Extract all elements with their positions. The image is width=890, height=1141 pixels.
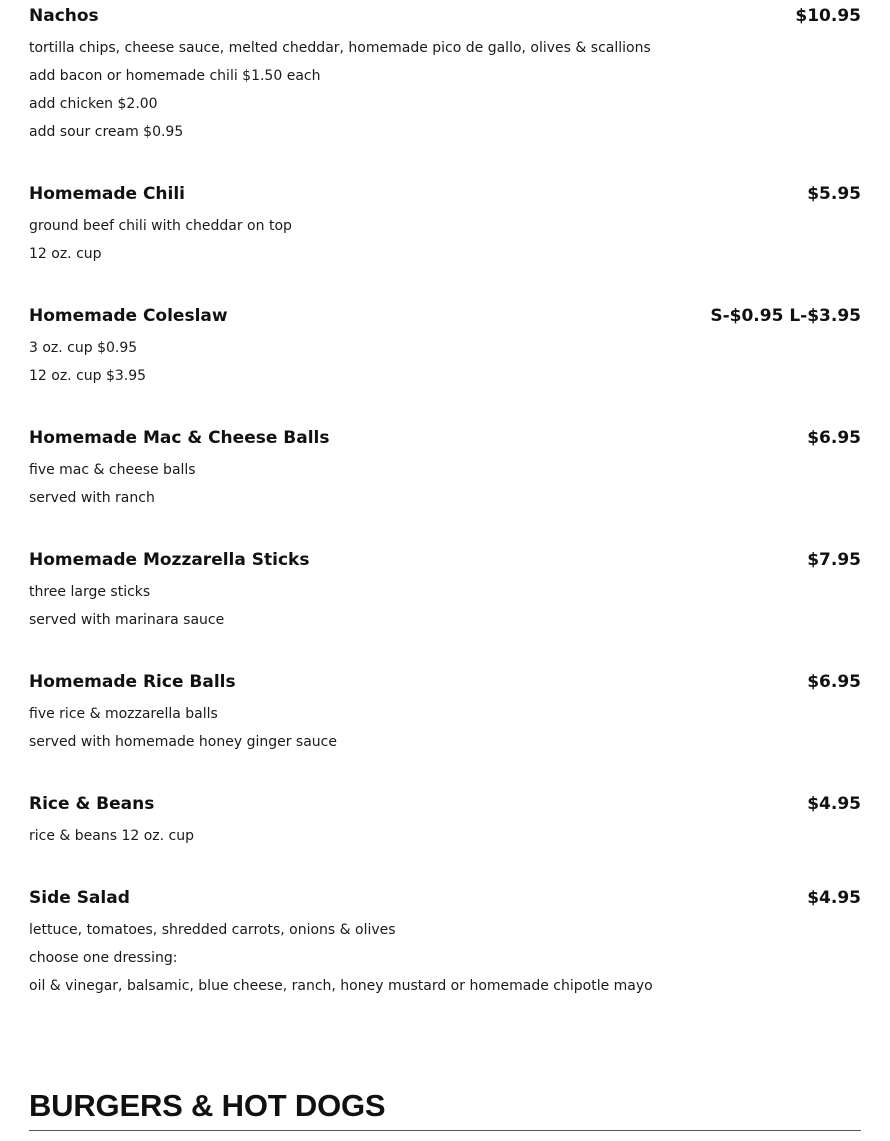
menu-item-header	[29, 182, 861, 206]
menu-item-name: Nachos	[29, 6, 99, 26]
menu-item-header	[29, 426, 861, 450]
menu-item-detail: ground beef chili with cheddar on top	[29, 218, 292, 234]
menu-item	[29, 670, 861, 792]
menu-item	[29, 792, 861, 886]
menu-item-description	[29, 916, 861, 1000]
menu-item-description	[29, 456, 861, 512]
menu-item-detail: 3 oz. cup $0.95	[29, 340, 138, 356]
menu-item-header	[29, 548, 861, 572]
menu-item-name: Rice & Beans	[29, 794, 155, 814]
menu-item-description	[29, 334, 861, 390]
menu-item-spacer	[29, 634, 861, 670]
menu-item	[29, 182, 861, 304]
menu-item-detail: rice & beans 12 oz. cup	[29, 828, 195, 844]
menu-item-name: Homemade Coleslaw	[29, 306, 228, 326]
menu-item-price: $5.95	[807, 184, 861, 204]
menu-item-header	[29, 4, 861, 28]
menu-item-description	[29, 34, 861, 146]
menu-item-detail: add chicken $2.00	[29, 96, 158, 112]
menu-item-detail: lettuce, tomatoes, shredded carrots, onions & olives	[29, 922, 396, 938]
menu-item-price: $4.95	[807, 888, 861, 908]
menu-item-name: Homemade Chili	[29, 184, 186, 204]
menu-item-name: Homemade Mozzarella Sticks	[29, 550, 310, 570]
menu-item-detail: five rice & mozzarella balls	[29, 706, 218, 722]
menu-item	[29, 426, 861, 548]
menu-item-spacer	[29, 390, 861, 426]
menu-item-description	[29, 700, 861, 756]
menu-item-header	[29, 304, 861, 328]
menu-item-detail: 12 oz. cup $3.95	[29, 368, 147, 384]
menu-item-header	[29, 886, 861, 910]
menu-item-price: $6.95	[807, 428, 861, 448]
menu-item-detail: tortilla chips, cheese sauce, melted cheddar, homemade pico de gallo, olives & scallions	[29, 40, 651, 56]
menu-item-spacer	[29, 850, 861, 886]
menu-item-price: $10.95	[795, 6, 861, 26]
menu-item-detail: served with ranch	[29, 490, 155, 506]
menu-item-detail: oil & vinegar, balsamic, blue cheese, ranch, honey mustard or homemade chipotle mayo	[29, 978, 653, 994]
menu-item-list	[29, 4, 861, 1000]
menu-item-detail: served with marinara sauce	[29, 612, 225, 628]
menu-item-price: S-$0.95 L-$3.95	[710, 306, 861, 326]
menu-item-detail: served with homemade honey ginger sauce	[29, 734, 337, 750]
menu-item-spacer	[29, 512, 861, 548]
menu-item-price: $4.95	[807, 794, 861, 814]
menu-item-detail: five mac & cheese balls	[29, 462, 196, 478]
menu-item-detail: add bacon or homemade chili $1.50 each	[29, 68, 321, 84]
menu-item-header	[29, 792, 861, 816]
menu-item-description	[29, 578, 861, 634]
menu-item-detail: 12 oz. cup	[29, 246, 102, 262]
menu-item-detail: add sour cream $0.95	[29, 124, 184, 140]
menu-item-name: Homemade Rice Balls	[29, 672, 236, 692]
menu-item	[29, 548, 861, 670]
menu-item-price: $6.95	[807, 672, 861, 692]
section-divider	[29, 1130, 861, 1131]
menu-item-detail: three large sticks	[29, 584, 151, 600]
menu-item-detail: choose one dressing:	[29, 950, 178, 966]
menu-item-price: $7.95	[807, 550, 861, 570]
menu-item-spacer	[29, 146, 861, 182]
menu-item-description	[29, 822, 861, 850]
menu-item	[29, 4, 861, 182]
menu-item-header	[29, 670, 861, 694]
menu-item	[29, 304, 861, 426]
menu-item-spacer	[29, 268, 861, 304]
menu-item-name: Side Salad	[29, 888, 130, 908]
menu-item	[29, 886, 861, 1000]
section-heading-burgers-hot-dogs: BURGERS & HOT DOGS	[29, 1088, 386, 1123]
menu-item-name: Homemade Mac & Cheese Balls	[29, 428, 330, 448]
menu-item-spacer	[29, 756, 861, 792]
menu-item-description	[29, 212, 861, 268]
